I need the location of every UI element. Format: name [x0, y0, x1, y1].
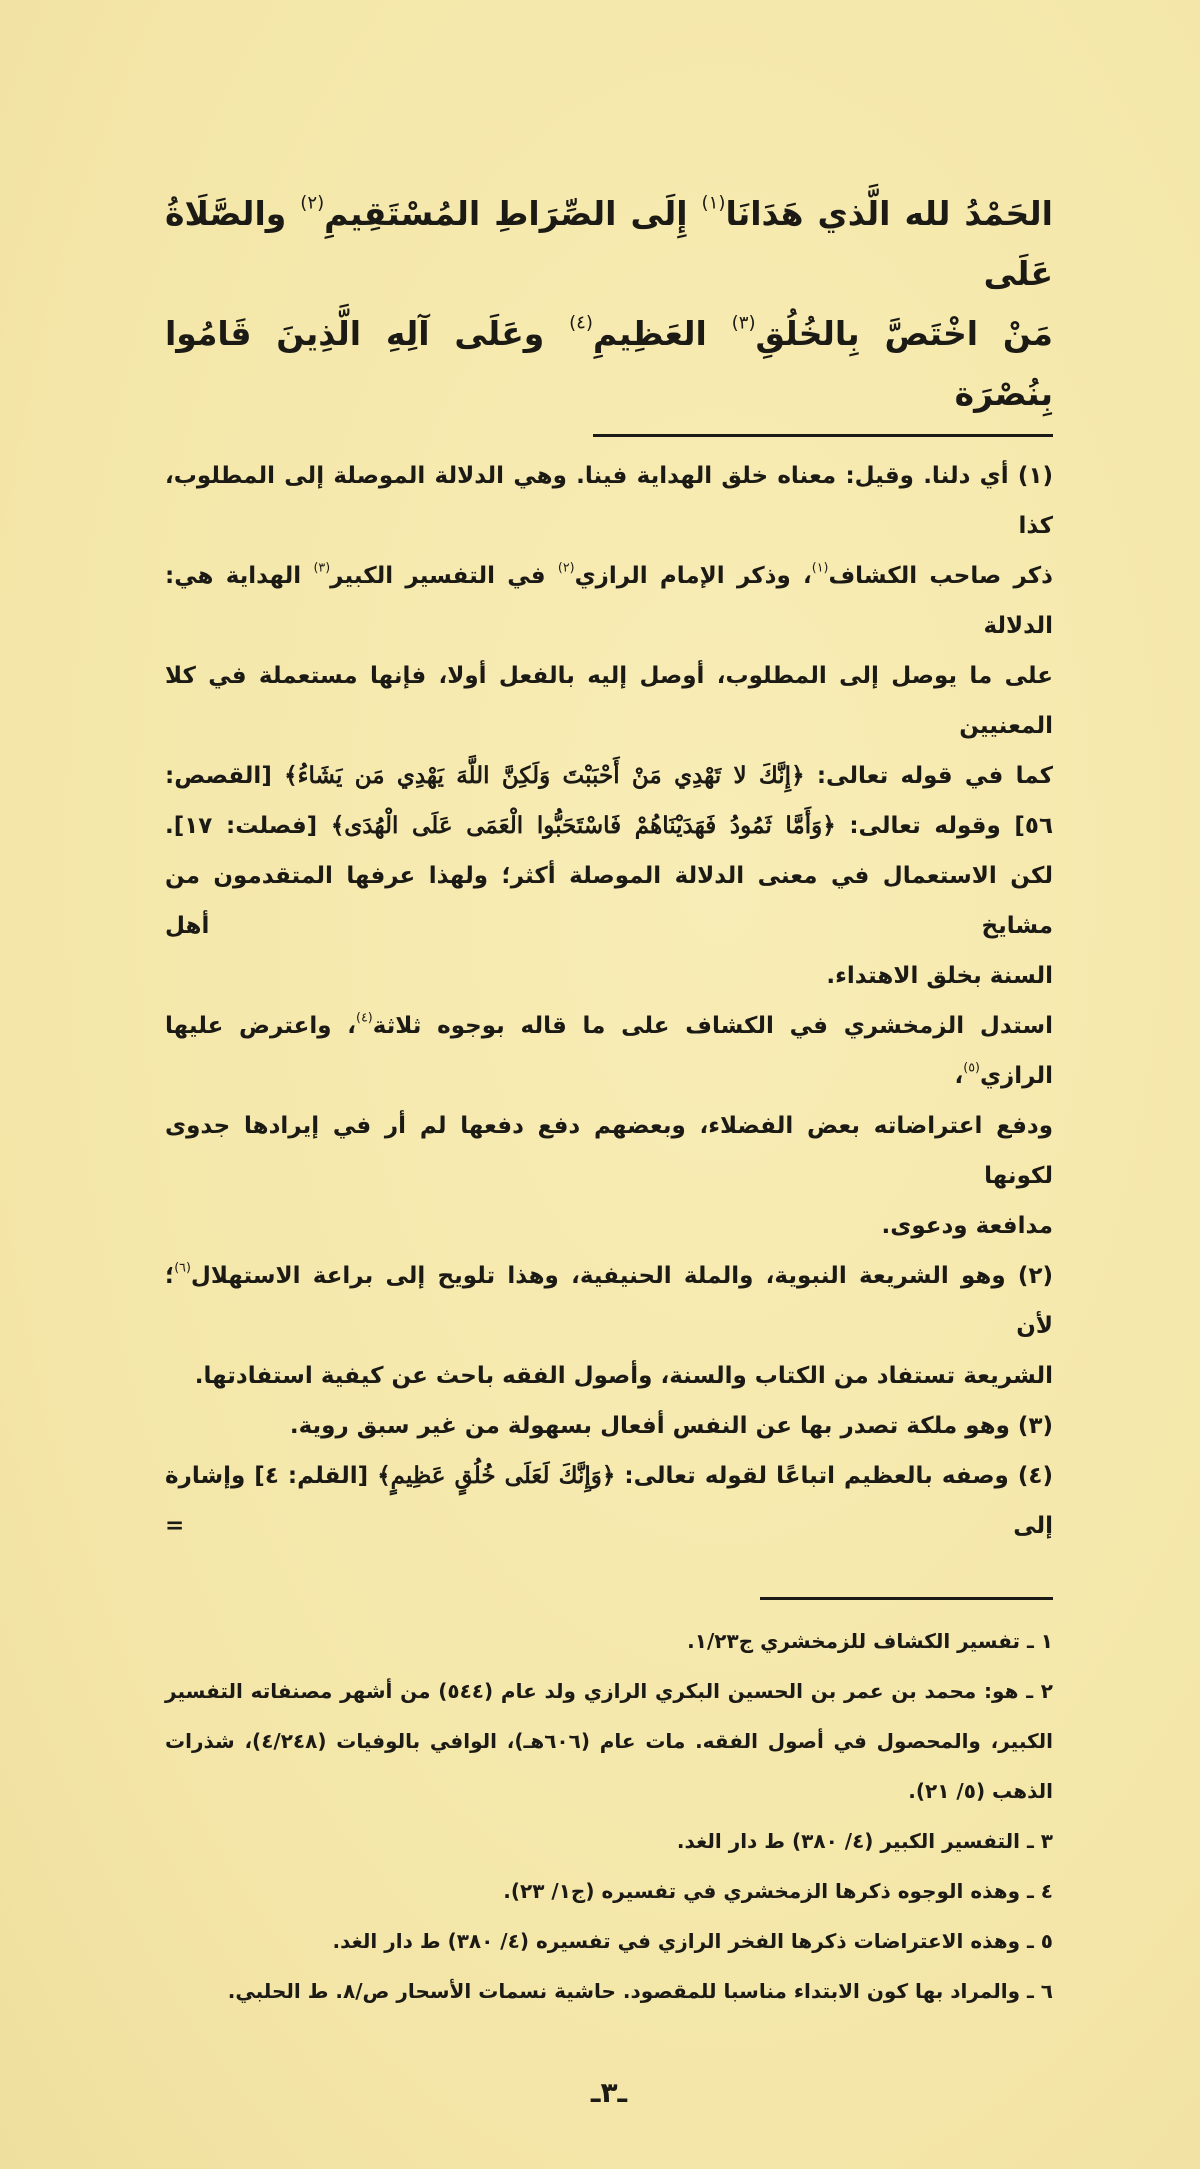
header-line-1 [165, 184, 1053, 304]
header-text: إِلَى الصِّرَاطِ المُسْتَقِيمِ [324, 194, 702, 233]
text: [القلم: ٤] وإشارة إلى = [165, 1463, 1053, 1539]
text: [القصص: [165, 763, 285, 789]
footnote-ref: (٤) [356, 1009, 373, 1025]
footnote-ref: (٢) [300, 192, 325, 214]
footnote-2: ٢ ـ هو: محمد بن عمر بن الحسين البكري الرازي ولد عام (٥٤٤) من أشهر مصنفاته التفسير [165, 1679, 1054, 1703]
header-line-2 [165, 304, 1053, 424]
text: [فصلت: ١٧]. [165, 813, 331, 839]
text: (٢) وهو الشريعة النبوية، والملة الحنيفية، وهذا تلويح إلى براعة الاستهلال [190, 1263, 1053, 1289]
header-text: وعَلَى آلِهِ الَّذِينَ قَامُوا بِنُصْرَة [165, 314, 1053, 413]
text: ، [954, 1063, 964, 1089]
footnote-divider [760, 1597, 1053, 1600]
page-number: ـ٣ـ [590, 2076, 628, 2109]
text: ؛ لأن [165, 1263, 1053, 1339]
header-text: مَنْ اخْتَصَّ بِالخُلُقِ [755, 314, 1053, 353]
commentary-line: الشريعة تستفاد من الكتاب والسنة، وأصول الفقه باحث عن كيفية استفادتها. [194, 1363, 1053, 1389]
text: ، واعترض عليها الرازي [165, 1013, 1053, 1089]
footnote-1: ١ ـ تفسير الكشاف للزمخشري ج١/٢٣. [687, 1629, 1053, 1653]
footnote-ref: (٢) [557, 559, 575, 575]
text: (٤) وصفه بالعظيم اتباعًا لقوله تعالى: [615, 1463, 1053, 1489]
footnote-ref: (١) [701, 192, 726, 214]
footnote-4: ٤ ـ وهذه الوجوه ذكرها الزمخشري في تفسيره (ج١/ ٢٣). [503, 1879, 1053, 1903]
commentary-line: (١) أي دلنا. وقيل: معناه خلق الهداية فينا. وهي الدلالة الموصلة إلى المطلوب، كذا [165, 463, 1053, 539]
text: استدل الزمخشري في الكشاف على ما قاله بوجوه ثلاثة [372, 1013, 1053, 1039]
commentary-line: (٣) وهو ملكة تصدر بها عن النفس أفعال بسهولة من غير سبق روية. [289, 1413, 1053, 1439]
commentary-line: مدافعة ودعوى. [881, 1213, 1053, 1239]
text: ، وذكر الإمام الرازي [574, 563, 812, 589]
header-text: والصَّلَاةُ عَلَى [165, 194, 1053, 293]
quran-verse: ﴿وَأَمَّا ثَمُودُ فَهَدَيْنَاهُمْ فَاسْتَحَبُّوا الْعَمَى عَلَى الْهُدَى﴾ [330, 812, 836, 839]
commentary-line: لكن الاستعمال في معنى الدلالة الموصلة أكثر؛ ولهذا عرفها المتقدمون من مشايخ أهل [165, 863, 1053, 939]
footnote-ref: (٤) [569, 312, 593, 334]
header-text: العَظِيمِ [592, 314, 732, 353]
text: الهداية هي: الدلالة [165, 563, 1053, 639]
footnote-ref: (٣) [731, 312, 756, 334]
quran-verse: ﴿إِنَّكَ لا تَهْدِي مَنْ أَحْبَبْتَ وَلَكِنَّ اللَّهَ يَهْدِي مَن يَشَاءُ﴾ [284, 762, 805, 789]
footnote-5: ٥ ـ وهذه الاعتراضات ذكرها الفخر الرازي في تفسيره (٤/ ٣٨٠) ط دار الغد. [332, 1929, 1053, 1953]
footnote-ref: (١) [811, 559, 829, 575]
commentary-line [165, 1251, 1053, 1351]
quran-verse: ﴿وَإِنَّكَ لَعَلَى خُلُقٍ عَظِيمٍ﴾ [377, 1462, 616, 1489]
footnote-2-cont: الذهب (٥/ ٢١). [908, 1779, 1053, 1803]
header-text: الحَمْدُ لله الَّذي هَدَانَا [725, 194, 1053, 233]
text: ٥٦] وقوله تعالى: [835, 813, 1053, 839]
commentary-line [165, 1001, 1053, 1101]
commentary-line: السنة بخلق الاهتداء. [826, 963, 1053, 989]
commentary-line [165, 801, 1053, 851]
commentary-line: ودفع اعتراضاته بعض الفضلاء، وبعضهم دفع دفعها لم أر في إيرادها جدوى لكونها [165, 1113, 1053, 1189]
commentary-line [165, 1451, 1053, 1551]
footnote-6: ٦ ـ والمراد بها كون الابتداء مناسبا للمقصود. حاشية نسمات الأسحار ص/٨. ط الحلبي. [227, 1979, 1053, 2003]
commentary-line [165, 751, 1053, 801]
footnote-2-cont: الكبير، والمحصول في أصول الفقه. مات عام (٦٠٦هـ)، الوافي بالوفيات (٤/٢٤٨)، شذرات [165, 1729, 1053, 1753]
text: في التفسير الكبير [330, 563, 558, 589]
commentary-line [165, 551, 1053, 651]
commentary-line: على ما يوصل إلى المطلوب، أوصل إليه بالفعل أولا، فإنها مستعملة في كلا المعنيين [165, 663, 1053, 739]
header-divider [593, 434, 1053, 437]
text: كما في قوله تعالى: [804, 763, 1053, 789]
footnote-ref: (٣) [313, 559, 331, 575]
footnote-3: ٣ ـ التفسير الكبير (٤/ ٣٨٠) ط دار الغد. [676, 1829, 1053, 1853]
text: ذكر صاحب الكشاف [828, 563, 1053, 589]
footnote-ref: (٥) [963, 1059, 980, 1075]
footnote-ref: (٦) [174, 1259, 191, 1275]
